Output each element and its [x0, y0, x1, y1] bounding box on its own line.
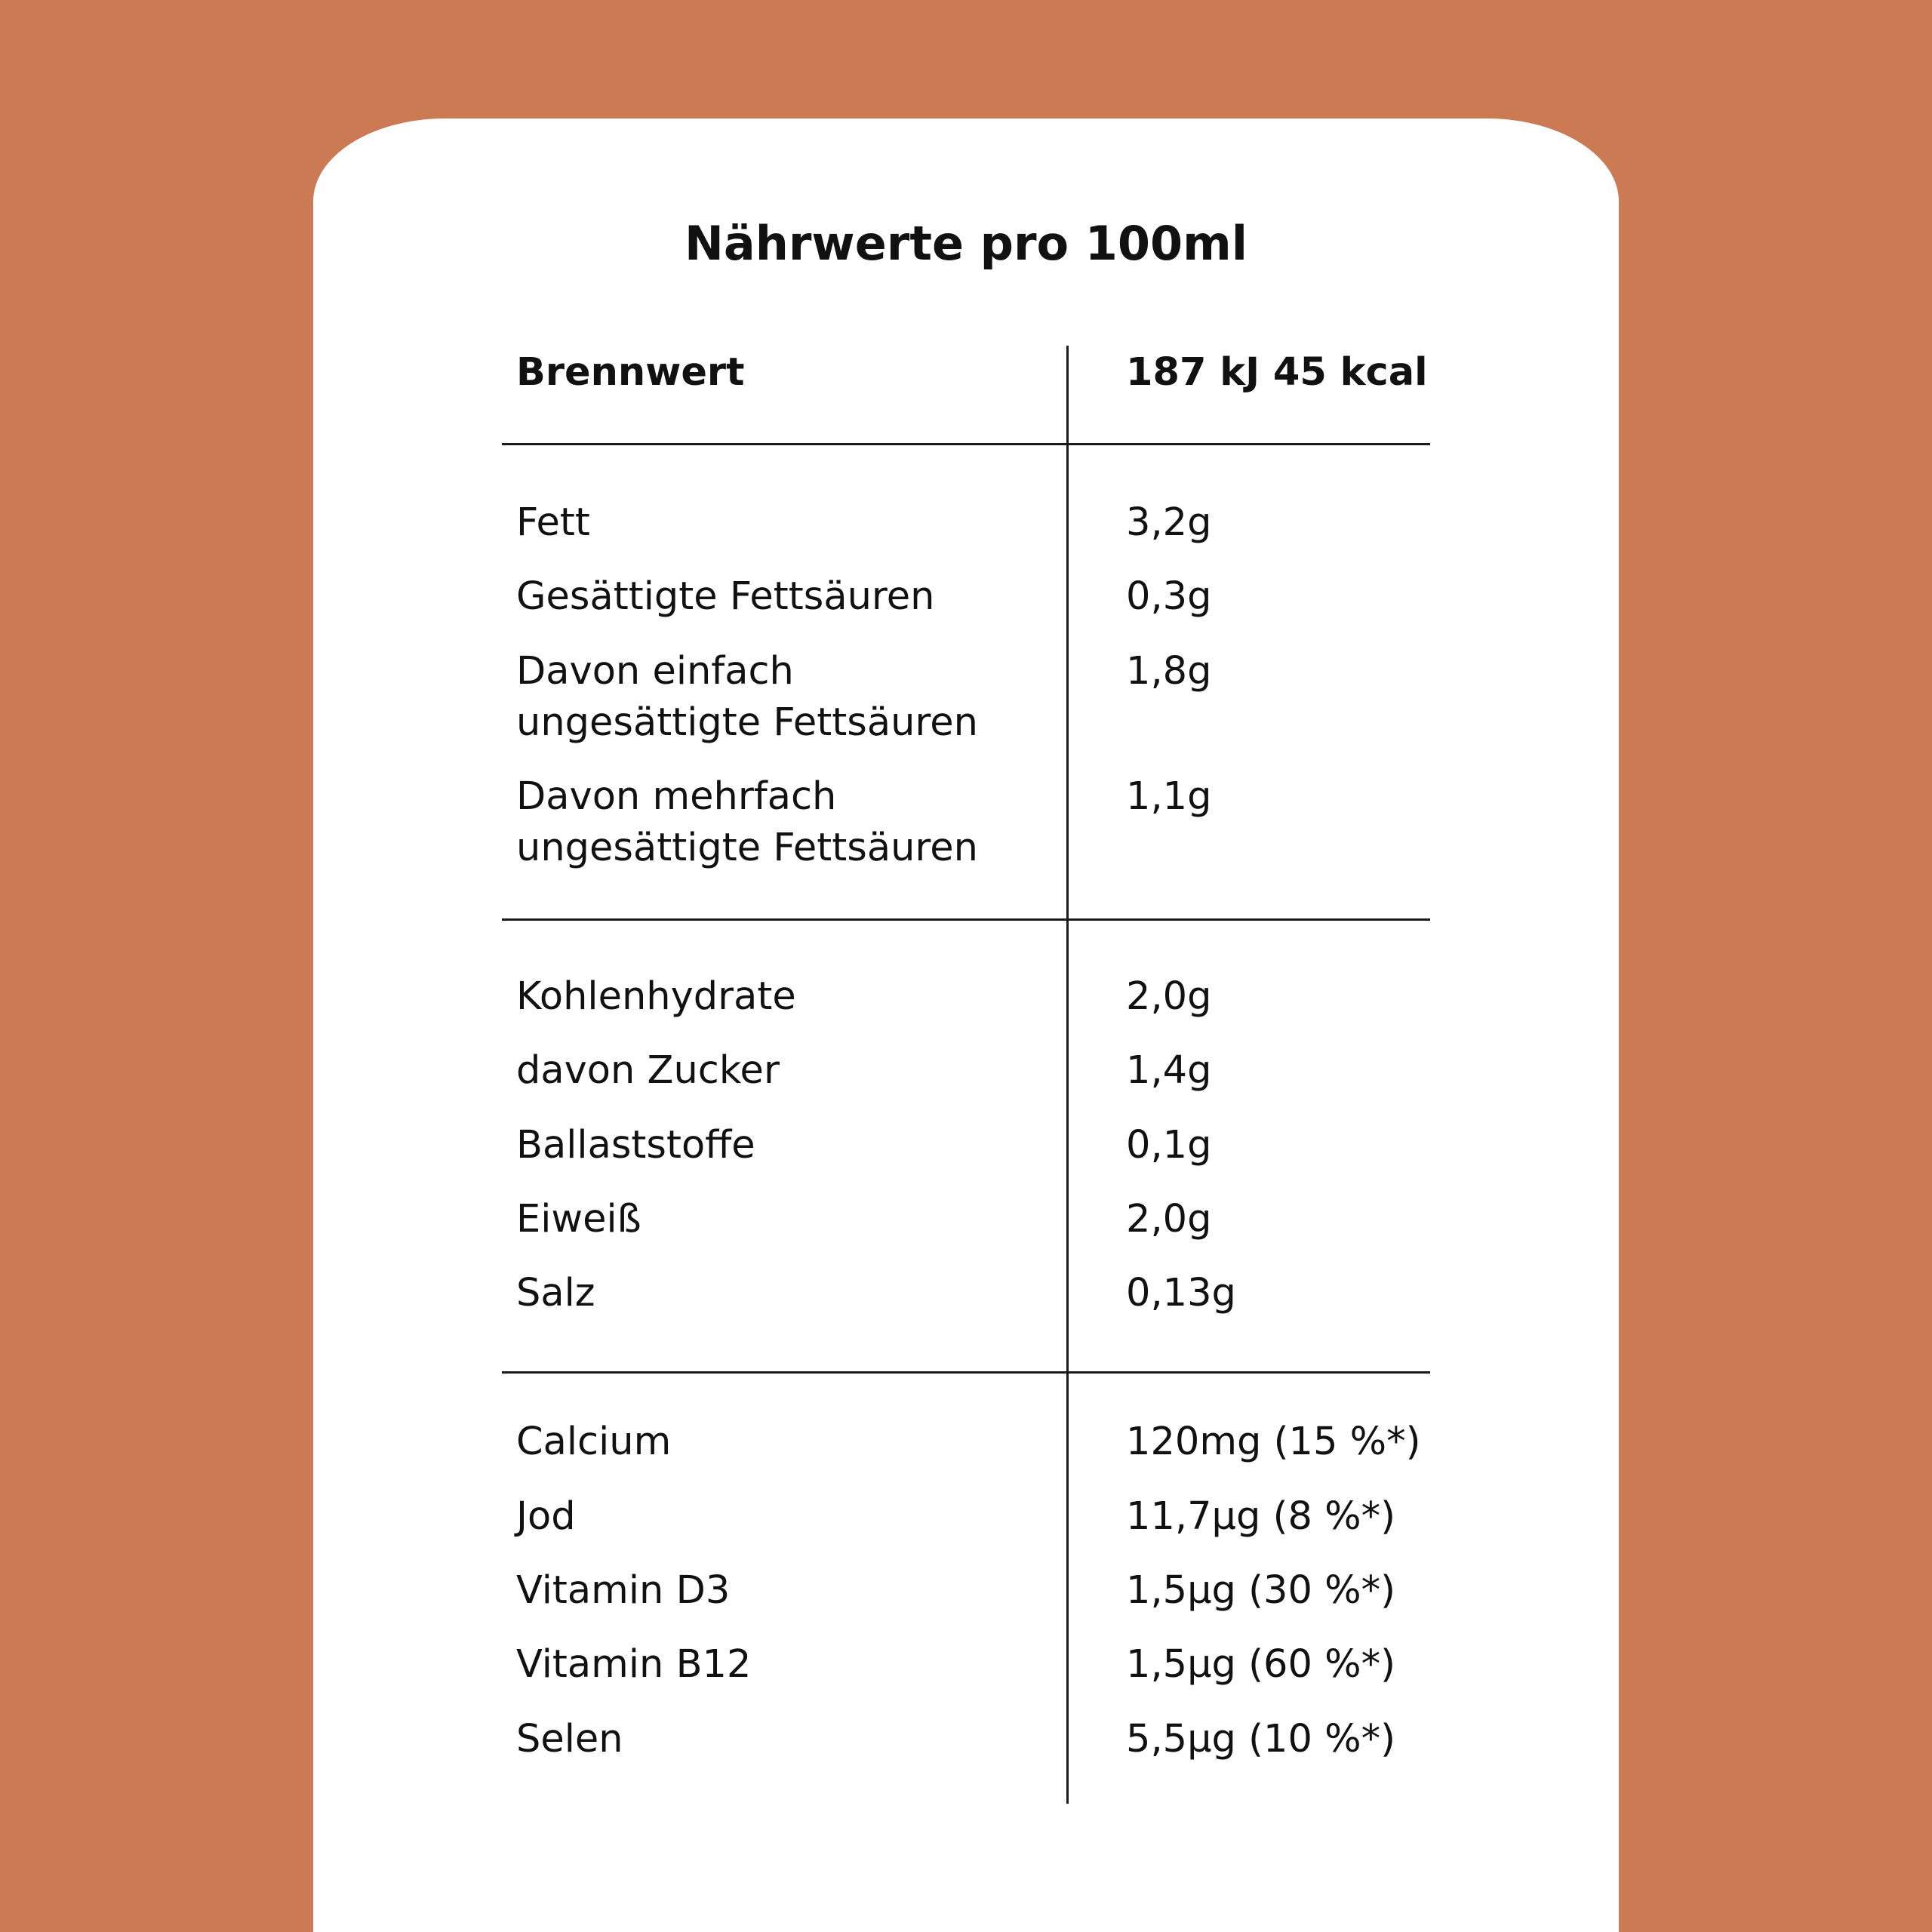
- divider-fat: [502, 918, 1430, 921]
- protein-value: 2,0g: [1126, 1197, 1212, 1241]
- calcium-label: Calcium: [516, 1420, 672, 1464]
- salt-value: 0,13g: [1126, 1271, 1236, 1315]
- sugar-label: davon Zucker: [516, 1048, 780, 1093]
- carbohydrates-label: Kohlenhydrate: [516, 974, 796, 1019]
- energy-value: 187 kJ 45 kcal: [1126, 350, 1428, 395]
- selenium-label: Selen: [516, 1717, 623, 1761]
- iodine-label: Jod: [516, 1494, 576, 1539]
- saturated-fat-label: Gesättigte Fettsäuren: [516, 574, 935, 619]
- salt-label: Salz: [516, 1271, 595, 1315]
- vitamin-d3-value: 1,5µg (30 %*): [1126, 1568, 1395, 1613]
- vitamin-b12-label: Vitamin B12: [516, 1642, 752, 1687]
- column-divider: [1066, 346, 1069, 1804]
- polyunsaturated-fat-label-line2: ungesättigte Fettsäuren: [516, 826, 978, 870]
- vitamin-b12-value: 1,5µg (60 %*): [1126, 1642, 1395, 1687]
- iodine-value: 11,7µg (8 %*): [1126, 1494, 1395, 1539]
- monounsaturated-fat-value: 1,8g: [1126, 649, 1212, 694]
- energy-label: Brennwert: [516, 350, 745, 395]
- monounsaturated-fat-label-line1: Davon einfach: [516, 649, 794, 694]
- carbohydrates-value: 2,0g: [1126, 974, 1212, 1019]
- sugar-value: 1,4g: [1126, 1048, 1212, 1093]
- monounsaturated-fat-label-line2: ungesättigte Fettsäuren: [516, 700, 978, 745]
- nutrition-title: Nährwerte pro 100ml: [684, 216, 1248, 271]
- divider-energy: [502, 443, 1430, 445]
- divider-carbs: [502, 1371, 1430, 1374]
- protein-label: Eiweiß: [516, 1197, 641, 1241]
- calcium-value: 120mg (15 %*): [1126, 1420, 1421, 1464]
- fiber-label: Ballaststoffe: [516, 1123, 755, 1168]
- fiber-value: 0,1g: [1126, 1123, 1212, 1168]
- vitamin-d3-label: Vitamin D3: [516, 1568, 731, 1613]
- polyunsaturated-fat-value: 1,1g: [1126, 774, 1212, 819]
- fat-value: 3,2g: [1126, 500, 1212, 545]
- saturated-fat-value: 0,3g: [1126, 574, 1212, 619]
- fat-label: Fett: [516, 500, 590, 545]
- selenium-value: 5,5µg (10 %*): [1126, 1717, 1395, 1761]
- polyunsaturated-fat-label-line1: Davon mehrfach: [516, 774, 837, 819]
